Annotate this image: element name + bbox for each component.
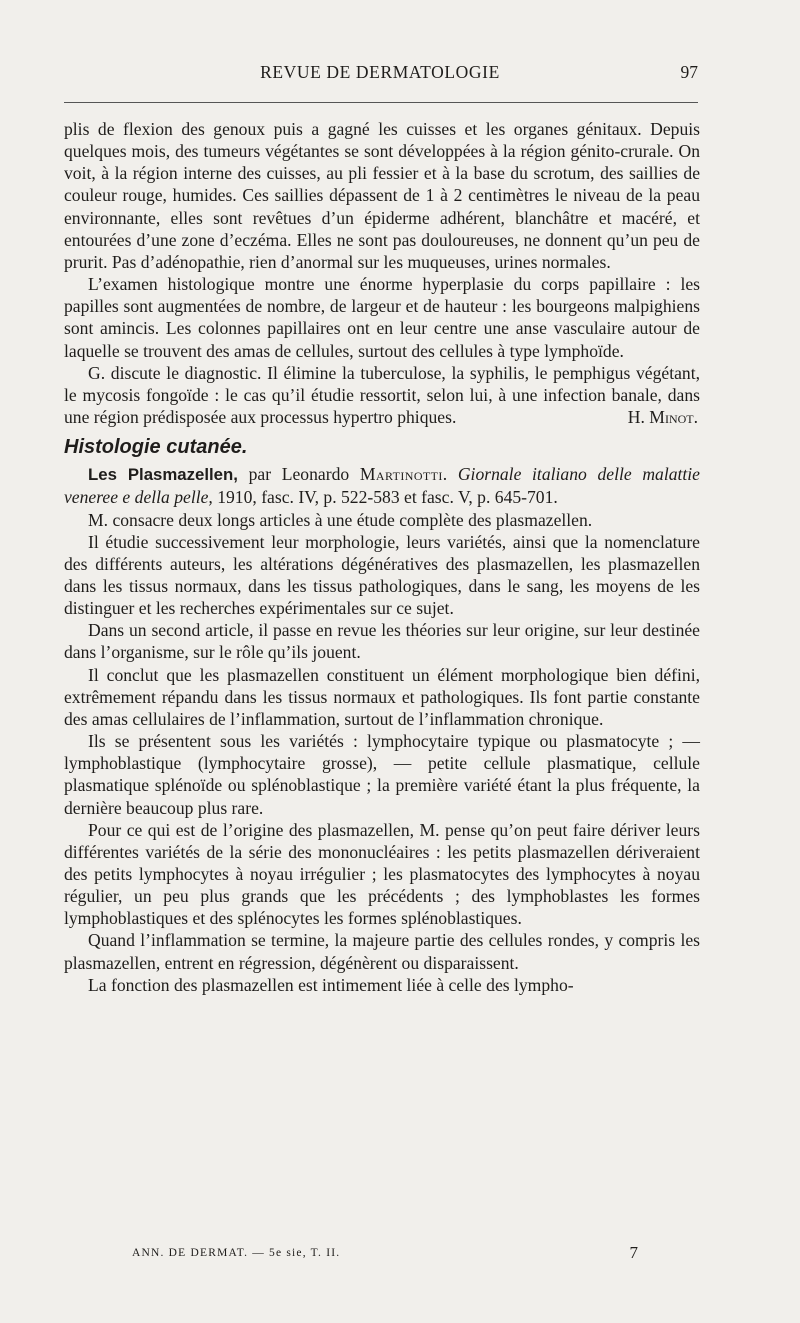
paragraph: La fonction des plasmazellen est intimement liée à celle des lympho- (88, 974, 574, 995)
body-text (64, 118, 700, 996)
running-header (62, 62, 698, 92)
journal-title: REVUE DE DERMATOLOGIE (260, 62, 500, 82)
article-citation (64, 463, 700, 508)
section-heading: Histologie cutanée. (64, 436, 248, 459)
paragraph: plis de flexion des genoux puis a gagné les cuisses et les organes génitaux. Depuis quelques mois, des tumeurs végétantes se sont développées à la région génito-crurale. On voit, à la région interne des cuisses, au pli fessier et à la base du scrotum, des saillies de couleur rouge, humides. Ces saillies dépassent de 1 à 2 centimètres le niveau de la peau environnante, elles sont revêtues d’un épiderme adhérent, blanchâtre et macéré, et entourées d’une zone d’eczéma. Elles ne sont pas douloureuses, ne donnent qu’un peu de prurit. Pas d’adénopathie, rien d’anormal sur les muqueuses, urines normales. (64, 119, 700, 272)
citation-details: 1910, fasc. IV, p. 522-583 et fasc. V, p. 645-701. (212, 487, 558, 508)
paragraph: M. consacre deux longs articles à une étude complète des plasmazellen. (88, 509, 593, 530)
article-author: Martinotti (359, 464, 443, 485)
paragraph: Ils se présentent sous les variétés : lymphocytaire typique ou plasmatocyte ; — lymphoblastique (lymphocytaire grosse), — petite cellule plasmatique, cellule plasmatique splénoïde ou splénoblastique ; la première variété étant la plus fréquente, la dernière beaucoup plus rare. (64, 731, 700, 818)
paragraph: Il étudie successivement leur morphologie, leurs variétés, ainsi que la nomenclature des différents auteurs, les altérations dégénératives des plasmazellen, les plasmazellen dans les tissus normaux, dans les tissus pathologiques, dans le sang, les moyens de les distinguer et les recherches expérimentales sur ce sujet. (64, 531, 700, 619)
citation-by: par Leonardo (237, 464, 360, 485)
header-rule (64, 102, 698, 103)
article-title: Les Plasmazellen, (88, 465, 238, 485)
sheet-number: 7 (629, 1243, 638, 1262)
paragraph: Pour ce qui est de l’origine des plasmazellen, M. pense qu’on peut faire dériver leurs différentes variétés de la série des mononucléaires : les petits plasmazellen dériveraient des petits lymphocytes à noyau irrégulier ; les plasmatocytes des lymphocytes à noyau régulier, un peu plus grands que les précédents ; des lymphoblastes les formes lymphoblastiques et des splénocytes les formes splénoblastiques. (64, 819, 700, 929)
paragraph: Il conclut que les plasmazellen constituent un élément morphologique bien défini, extrêmement répandu dans les tissus normaux et pathologiques. Ils font partie constante des amas cellulaires de l’inflammation, surtout de l’inflammation chronique. (64, 664, 700, 729)
page-footer (132, 1243, 638, 1265)
paragraph: L’examen histologique montre une énorme hyperplasie du corps papillaire : les papilles sont augmentées de nombre, de largeur et de hauteur : les bourgeons malpighiens sont amincis. Les colonnes papillaires ont en leur centre une anse vasculaire autour de laquelle se trouvent des amas de cellules, surtout des cellules à type lymphoïde. (64, 274, 700, 361)
paragraph: Quand l’inflammation se termine, la majeure partie des cellules rondes, y compris les plasmazellen, entrent en régression, dégénèrent ou disparaissent. (64, 930, 700, 973)
paragraph: G. discute le diagnostic. Il élimine la tuberculose, la syphilis, le pemphigus végétant, le mycosis fongoïde : le cas qu’il étudie ressortit, selon lui, à une infection banale, dans une région prédisposée aux processus hypertro phiques. (64, 362, 700, 428)
author-signature: H. Minot. (627, 407, 698, 428)
journal-name: Giornale italiano delle malattie veneree e della pelle, (64, 464, 700, 508)
page-number: 97 (680, 62, 698, 82)
paragraph: Dans un second article, il passe en revue les théories sur leur origine, sur leur destinée dans l’organisme, sur le rôle qu’ils jouent. (64, 620, 700, 663)
signature-line: ANN. DE DERMAT. — 5e sie, T. II. (132, 1247, 341, 1259)
citation-separator: . (442, 464, 458, 485)
